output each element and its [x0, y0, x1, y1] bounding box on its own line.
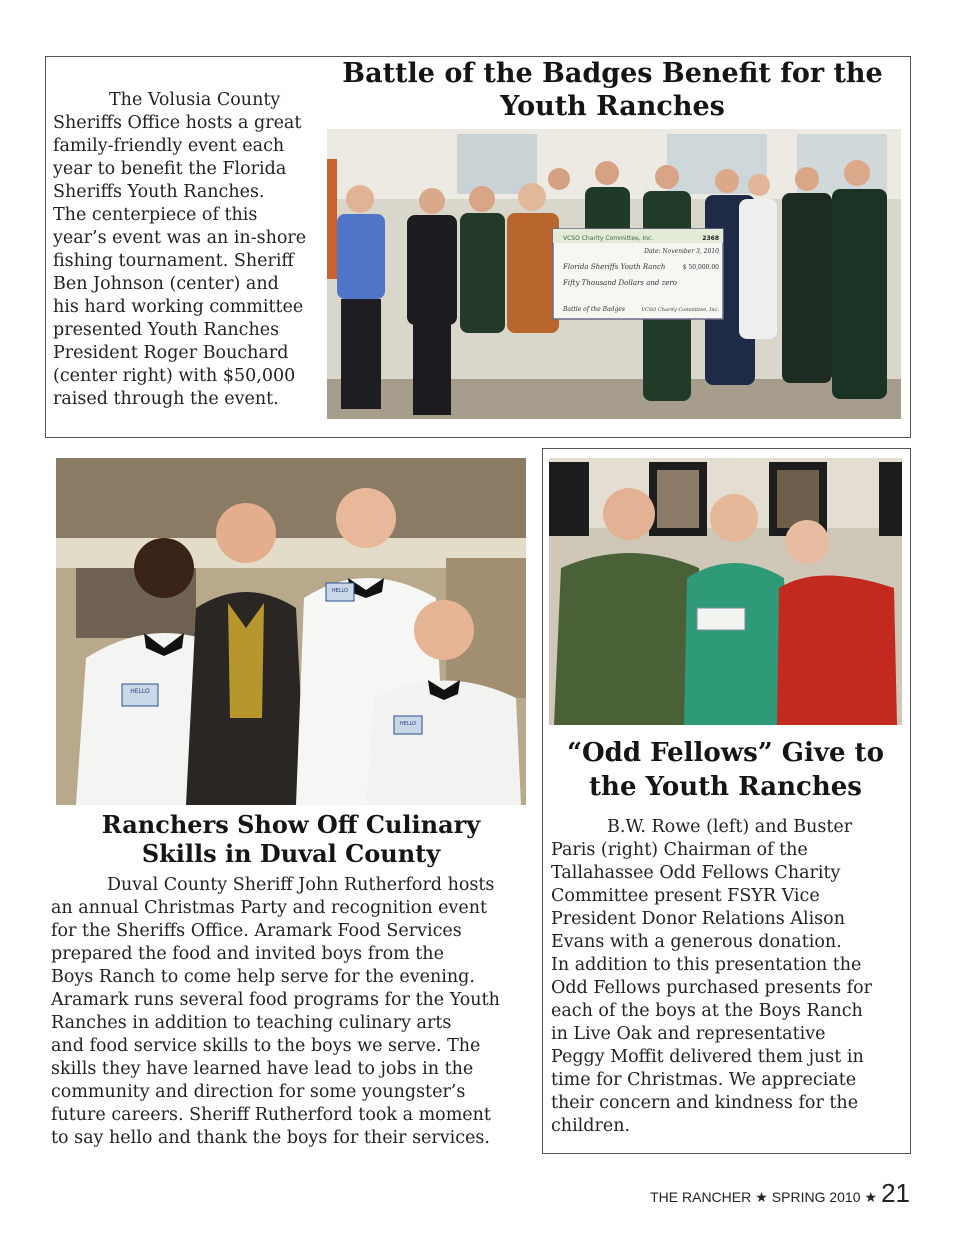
text-line: skills they have learned have lead to jobs in the: [51, 1059, 474, 1079]
text-line: family-friendly event each: [53, 136, 285, 156]
check-amount: $ 50,000.00: [682, 264, 719, 271]
text-line: Sheriffs Office hosts a great: [53, 113, 302, 133]
check-date: Date: November 3, 2010: [644, 248, 719, 255]
photo-culinary-ranchers-illustration: [56, 458, 526, 805]
text-line: year’s event was an in-shore: [53, 228, 307, 248]
text-line: The centerpiece of this: [53, 205, 258, 225]
publication-name: THE RANCHER: [650, 1189, 752, 1205]
photo-odd-fellows: [549, 458, 902, 725]
text-line: Evans with a generous donation.: [551, 932, 842, 952]
name-tag-text: HELLO: [331, 588, 349, 594]
text-line: time for Christmas. We appreciate: [551, 1070, 857, 1090]
headline-line: the Youth Ranches: [589, 772, 862, 802]
text-line: President Roger Bouchard: [53, 343, 289, 363]
text-line: Aramark runs several food programs for the Youth: [51, 990, 500, 1010]
text-line: for the Sheriffs Office. Aramark Food Services: [51, 921, 462, 941]
text-line: year to benefit the Florida: [53, 159, 287, 179]
name-tag-text: HELLO: [399, 721, 417, 727]
article-battle-of-badges: [53, 89, 323, 411]
check-number: 2368: [702, 235, 719, 242]
text-line: each of the boys at the Boys Ranch: [551, 1001, 863, 1021]
text-line: raised through the event.: [53, 389, 279, 409]
text-line: Sheriffs Youth Ranches.: [53, 182, 265, 202]
text-line: Committee present FSYR Vice: [551, 886, 820, 906]
text-line: Ranches in addition to teaching culinary arts: [51, 1013, 452, 1033]
text-line: Tallahassee Odd Fellows Charity: [551, 863, 841, 883]
text-line: his hard working committee: [53, 297, 304, 317]
check-memo: Battle of the Badges: [563, 306, 625, 313]
headline-culinary-skills: [56, 810, 526, 868]
text-line: and food service skills to the boys we serve. The: [51, 1036, 481, 1056]
text-line: fishing tournament. Sheriff: [53, 251, 294, 271]
text-line: presented Youth Ranches: [53, 320, 280, 340]
text-line: in Live Oak and representative: [551, 1024, 826, 1044]
issue-label: SPRING 2010: [771, 1189, 861, 1205]
text-line: Odd Fellows purchased presents for: [551, 978, 873, 998]
check-payee: Florida Sheriffs Youth Ranch: [563, 263, 666, 271]
text-line: (center right) with $50,000: [53, 366, 296, 386]
text-line: President Donor Relations Alison: [551, 909, 845, 929]
text-line: Peggy Moffit delivered them just in: [551, 1047, 864, 1067]
headline-line: Skills in Duval County: [141, 839, 441, 868]
photo-culinary-ranchers: [56, 458, 526, 805]
headline-odd-fellows: [549, 736, 902, 804]
photo-check-presentation-illustration: [327, 129, 901, 419]
article-odd-fellows: [551, 816, 906, 1138]
star-icon: ★: [864, 1189, 878, 1205]
page-number: 21: [881, 1178, 910, 1208]
text-line: Boys Ranch to come help serve for the evening.: [51, 967, 475, 987]
article-culinary-skills: [51, 874, 531, 1150]
photo-odd-fellows-illustration: [549, 458, 902, 725]
text-line: to say hello and thank the boys for their services.: [51, 1128, 490, 1148]
check-org: VCSO Charity Committee, Inc.: [563, 235, 654, 242]
headline-battle-of-badges: [330, 58, 895, 124]
text-line: B.W. Rowe (left) and Buster: [607, 817, 853, 837]
headline-line: Ranchers Show Off Culinary: [101, 810, 481, 839]
name-tag-text: HELLO: [130, 688, 150, 695]
text-line: In addition to this presentation the: [551, 955, 862, 975]
photo-check-presentation: [327, 129, 901, 419]
page-footer: [650, 1178, 910, 1209]
headline-line: “Odd Fellows” Give to: [567, 738, 884, 768]
text-line: prepared the food and invited boys from the: [51, 944, 444, 964]
text-line: children.: [551, 1116, 631, 1136]
text-line: community and direction for some youngster’s: [51, 1082, 466, 1102]
headline-line: Youth Ranches: [500, 90, 725, 122]
star-icon: ★: [755, 1189, 768, 1205]
text-line: Paris (right) Chairman of the: [551, 840, 808, 860]
check-amount-words: Fifty Thousand Dollars and zero: [563, 279, 677, 287]
text-line: their concern and kindness for the: [551, 1093, 859, 1113]
check-signer: VCSO Charity Committee, Inc.: [641, 307, 719, 313]
presentation-check: [553, 229, 723, 319]
text-line: Ben Johnson (center) and: [53, 274, 279, 294]
text-line: The Volusia County: [109, 90, 281, 110]
text-line: an annual Christmas Party and recognition event: [51, 898, 488, 918]
headline-line: Battle of the Badges Benefit for the: [342, 58, 883, 89]
text-line: Duval County Sheriff John Rutherford hosts: [107, 875, 495, 895]
text-line: future careers. Sheriff Rutherford took a moment: [51, 1105, 491, 1125]
